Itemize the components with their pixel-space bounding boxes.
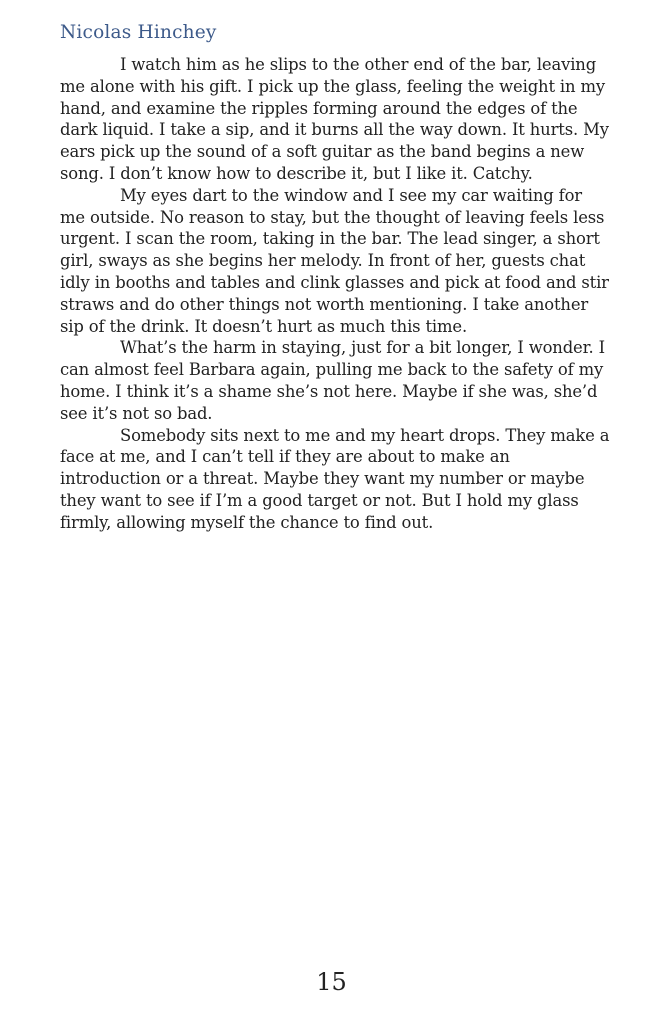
running-header-author: Nicolas Hinchey <box>60 22 217 43</box>
page-number: 15 <box>316 968 347 996</box>
page-content <box>60 20 610 534</box>
paragraph: My eyes dart to the window and I see my car waiting for me outside. No reason to stay, but the thought of leaving feels less urgent. I scan the room, taking in the bar. The lead singer, a short girl, sways as she begins her melody. In front of her, guests chat idly in booths and tables and clink glasses and pick at food and stir straws and do other things not worth mentioning. I take another sip of the drink. It doesn’t hurt as much this time. <box>60 185 609 336</box>
paragraph: Somebody sits next to me and my heart drops. They make a face at me, and I can’t tell if they are about to make an introduction or a threat. Maybe they want my number or maybe they want to see if I’m a good target or not. But I hold my glass firmly, allowing myself the chance to find out. <box>60 425 610 532</box>
body-text <box>60 54 610 534</box>
paragraph: What’s the harm in staying, just for a bit longer, I wonder. I can almost feel Barbara again, pulling me back to the safety of my home. I think it’s a shame she’s not here. Maybe if she was, she’d see it’s not so bad. <box>60 338 605 423</box>
paragraph: I watch him as he slips to the other end of the bar, leaving me alone with his gift. I pick up the glass, feeling the weight in my hand, and examine the ripples forming around the edges of the dark liquid. I take a sip, and it burns all the way down. It hurts. My ears pick up the sound of a soft guitar as the band begins a new song. I don’t know how to describe it, but I like it. Catchy. <box>60 55 609 183</box>
